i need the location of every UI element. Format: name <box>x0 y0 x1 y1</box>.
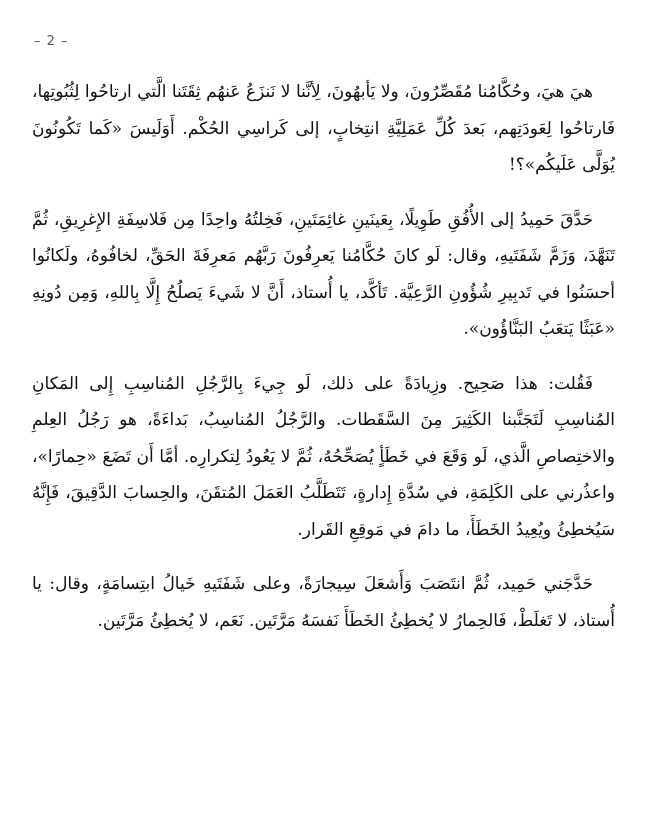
page-number: – 2 – <box>34 34 69 49</box>
paragraph-3: فَقُلت: هذا صَحِيح. وزِيادَةً على ذلك، لَو جِيءَ بِالرَّجُلِ المُناسِبِ إِلى المَكانِ المُناسِبِ لَتَجَنَّبنا الكَثِيرَ مِنَ السَّقَطات. والرَّجُلُ المُناسِبُ، بَداءَةً، هو رَجُلُ العِلمِ والاختِصاصِ الَّذي، لَو وَقَعَ في خَطَأٍ يُصَحِّحُهُ، ثُمَّ لا يَعُودُ لِتكرارِه. أمَّا أَن تَضَعَ «حِمارًا»، واعذُرني على الكَلِمَةِ، في سُدَّةِ إِدارةٍ، تَتَطَلَّبُ العَمَلَ المُتقَنَ، والحِسابَ الدَّقِيقَ، فَإِنَّهُ سَيُخطِئُ ويُعِيدُ الخَطَأَ، ما دامَ في مَوقِعِ القَرار. <box>32 373 615 540</box>
paragraph-2: حَدَّقَ حَمِيدُ إلى الأُفُقِ طَوِيلًا، بِعَينَينِ غائِمَتَينِ، فَخِلتُهُ واحِدًا مِن فَلاسِفَةِ الإِغرِيقِ، ثُمَّ تَنَهَّدَ، وَزَمَّ شَفَتَيهِ، وقال: لَو كانَ حُكَّامُنا يَعرِفُونَ رَبَّهُم مَعرِفَةَ الحَقِّ، لخافُوهُ، ولَكانُوا أحسَنُوا في تَدبِيرِ شُؤُونِ الرَّعِيَّة. تَأكَّد، يا أُستاذ، أَنَّ لا شَيءَ يَصلُحُ إِلَّا بِاللهِ، وَمِن دُونِهِ «عَبَثًا يَتعَبُ البَنَّاؤُون». <box>32 209 615 339</box>
paragraph-1: هيَ هيَ، وحُكَّامُنا مُقَصِّرُونَ، ولا يَأبهُونَ، لِأنَّنا لا نَنزَعُ عَنهُم ثِقَتَنا الَّتي ارتاحُوا لِثُبُوتِها، فَارتاحُوا لِعَودَتِهم، بَعدَ كُلِّ عَمَلِيَّةِ انتِخابٍ، إلى كَراسِي الحُكْم. أَوَلَيسَ «كَما تَكُونُونَ يُوَلَّى عَلَيكُم»؟! <box>32 82 615 175</box>
paragraph-4: حَدَّجَني حَمِيد، ثُمَّ انتَصَبَ وَأَشعَلَ سِيجارَةً، وعلى شَفَتَيهِ خَيالُ ابتِسامَةٍ، وقال: يا أُستاذ، لا تَغلَطْ، فَالحِمارُ لا يُخطِئُ الخَطَأَ نَفسَهُ مَرَّتَين. نَعَم، لا يُخطِئُ مَرَّتَين. <box>32 574 615 631</box>
body-text <box>32 74 615 657</box>
